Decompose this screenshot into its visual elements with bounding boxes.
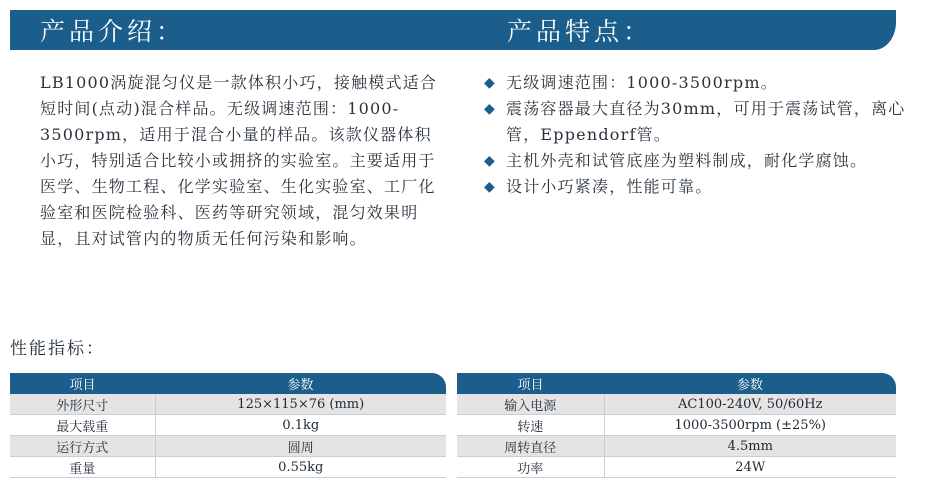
feature-item: [482, 70, 922, 96]
spec-table-right: [457, 373, 896, 478]
spec-value: 0.1kg: [155, 415, 446, 436]
spec-heading: 性能指标：: [10, 339, 105, 359]
table-row: [457, 457, 896, 478]
spec-value: 125×115×76 (mm): [155, 394, 446, 415]
spec-table-left: [10, 373, 446, 478]
diamond-bullet-icon: ◆: [484, 101, 496, 117]
feature-item: [482, 174, 922, 200]
spec-value: 1000-3500rpm (±25%): [604, 415, 896, 436]
table-row: [457, 436, 896, 457]
table-row: [10, 394, 446, 415]
spec-key: 最大载重: [10, 415, 155, 436]
diamond-bullet-icon: ◆: [484, 179, 496, 195]
spec-key: 重量: [10, 457, 155, 478]
diamond-bullet-icon: ◆: [484, 153, 496, 169]
spec-key: 转速: [457, 415, 604, 436]
intro-title: 产品介绍：: [40, 17, 186, 46]
table-row: [457, 415, 896, 436]
table-row: [457, 394, 896, 415]
spec-key: 功率: [457, 457, 604, 478]
spec-value: AC100-240V, 50/60Hz: [604, 394, 896, 415]
table-row: [10, 436, 446, 457]
feature-text: 无级调速范围：1000-3500rpm。: [506, 73, 778, 92]
feature-text: 设计小巧紧凑，性能可靠。: [506, 177, 713, 196]
diamond-bullet-icon: ◆: [484, 75, 496, 91]
spec-value: 4.5mm: [604, 436, 896, 457]
spec-key: 运行方式: [10, 436, 155, 457]
features-title: 产品特点：: [507, 17, 653, 46]
feature-item: [482, 148, 922, 174]
col-param-header: 参数: [155, 373, 446, 394]
spec-key: 外形尺寸: [10, 394, 155, 415]
table-header-row: [457, 373, 896, 394]
spec-value: 24W: [604, 457, 896, 478]
features-list: [482, 70, 922, 200]
col-item-header: 项目: [10, 373, 155, 394]
table-header-row: [10, 373, 446, 394]
feature-item: [482, 96, 922, 148]
intro-paragraph: LB1000涡旋混匀仪是一款体积小巧，接触模式适合短时间(点动)混合样品。无级调速范围：1000-3500rpm，适用于混合小量的样品。该款仪器体积小巧，特别适合比较小或拥挤的实验室。主要适用于医学、生物工程、化学实验室、生化实验室、工厂化验室和医院检验科、医药等研究领域，混匀效果明显，且对试管内的物质无任何污染和影响。: [40, 73, 438, 248]
spec-value: 圆周: [155, 436, 446, 457]
col-param-header: 参数: [604, 373, 896, 394]
table-row: [10, 457, 446, 478]
col-item-header: 项目: [457, 373, 604, 394]
spec-key: 周转直径: [457, 436, 604, 457]
table-row: [10, 415, 446, 436]
spec-key: 输入电源: [457, 394, 604, 415]
feature-text: 震荡容器最大直径为30mm，可用于震荡试管，离心管，Eppendorf管。: [506, 99, 906, 144]
feature-text: 主机外壳和试管底座为塑料制成，耐化学腐蚀。: [506, 151, 868, 170]
spec-value: 0.55kg: [155, 457, 446, 478]
